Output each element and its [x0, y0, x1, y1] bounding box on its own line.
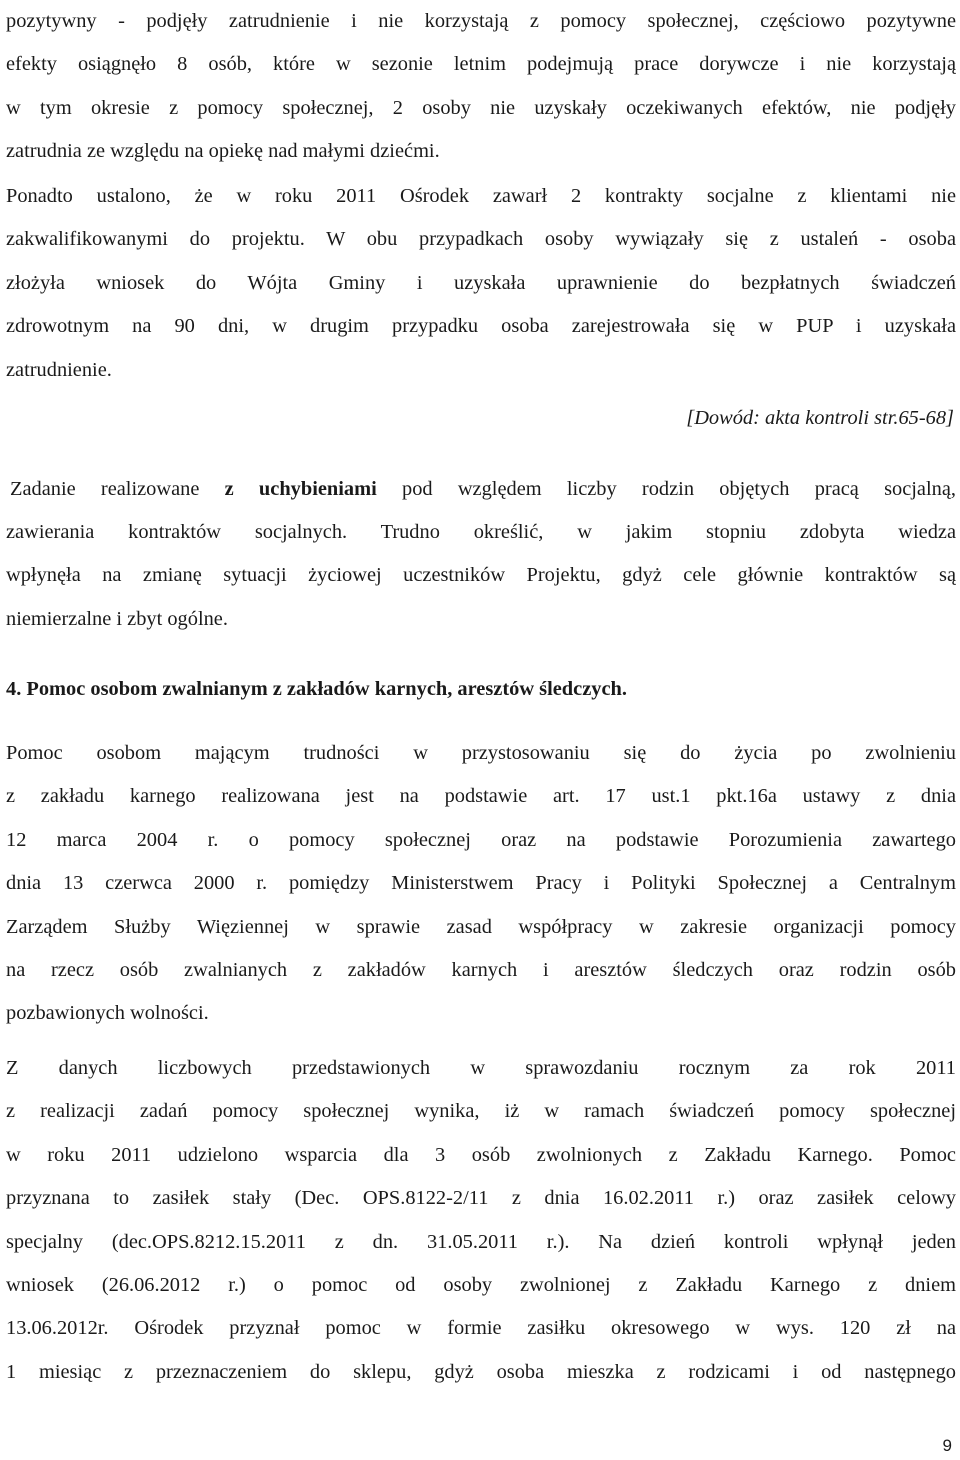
- page-number: 9: [942, 1436, 952, 1455]
- section-heading: 4. Pomoc osobom zwalnianym z zakładów karnych, aresztów śledczych.: [6, 678, 627, 700]
- paragraph-assessment: [10, 468, 956, 511]
- paragraph-social-contracts: [6, 175, 956, 392]
- text-segment: Zadanie realizowane: [10, 478, 225, 500]
- text-line: dnia 13 czerwca 2000 r. pomiędzy Ministerstwem Pracy i Polityki Społecznej a Centralnym: [6, 872, 956, 895]
- text-line: 12 marca 2004 r. o pomocy społecznej oraz na podstawie Porozumienia zawartego: [6, 828, 956, 851]
- text-line: pozbawionych wolności.: [6, 1002, 209, 1025]
- text-line: [10, 468, 956, 511]
- evidence-reference: [Dowód: akta kontroli str.65-68]: [686, 407, 954, 429]
- text-line: Ponadto ustalono, że w roku 2011 Ośrodek zawarł 2 kontrakty socjalne z klientami nie: [6, 185, 956, 207]
- text-line: w roku 2011 udzielono wsparcia dla 3 osób zwolnionych z Zakładu Karnego. Pomoc: [6, 1143, 956, 1166]
- text-line: 1 miesiąc z przeznaczeniem do sklepu, gdyż osoba mieszka z rodzicami i od następnego: [6, 1360, 956, 1383]
- text-line: zakwalifikowanymi do projektu. W obu przypadkach osoby wywiązały się z ustaleń - osoba: [6, 228, 956, 251]
- text-line: wpłynęła na zmianę sytuacji życiowej uczestników Projektu, gdyż cele głównie kontraktów są: [6, 564, 956, 587]
- paragraph-outcomes: [6, 0, 956, 174]
- paragraph-statistics: [6, 1047, 956, 1394]
- text-line: z zakładu karnego realizowana jest na podstawie art. 17 ust.1 pkt.16a ustawy z dnia: [6, 785, 956, 808]
- text-line: przyznana to zasiłek stały (Dec. OPS.8122-2/11 z dnia 16.02.2011 r.) oraz zasiłek celowy: [6, 1187, 956, 1210]
- text-line: w tym okresie z pomocy społecznej, 2 osoby nie uzyskały oczekiwanych efektów, nie podjęły: [6, 96, 956, 119]
- text-segment: pod względem liczby rodzin objętych pracą socjalną,: [376, 478, 956, 500]
- text-line: wniosek (26.06.2012 r.) o pomoc od osoby zwolnionej z Zakładu Karnego z dniem: [6, 1274, 956, 1297]
- text-line: zatrudnia ze względu na opiekę nad małymi dziećmi.: [6, 140, 440, 163]
- text-line: Z danych liczbowych przedstawionych w sprawozdaniu rocznym za rok 2011: [6, 1057, 956, 1079]
- text-line: efekty osiągnęło 8 osób, które w sezonie letnim podejmują prace dorywcze i nie korzystają: [6, 53, 956, 76]
- text-line: zdrowotnym na 90 dni, w drugim przypadku osoba zarejestrowała się w PUP i uzyskała: [6, 315, 956, 338]
- text-line: Zarządem Służby Więziennej w sprawie zasad współpracy w zakresie organizacji pomocy: [6, 915, 956, 938]
- text-line: złożyła wniosek do Wójta Gminy i uzyskała uprawnienie do bezpłatnych świadczeń: [6, 271, 956, 294]
- text-line: Pomoc osobom mającym trudności w przystosowaniu się do życia po zwolnieniu: [6, 742, 956, 764]
- emphasis-finding: z uchybieniami: [224, 478, 377, 500]
- paragraph-legal-basis: [6, 732, 956, 1036]
- text-line: specjalny (dec.OPS.8212.15.2011 z dn. 31.05.2011 r.). Na dzień kontroli wpłynął jeden: [6, 1230, 956, 1253]
- paragraph-assessment-cont: [6, 511, 956, 641]
- text-line: z realizacji zadań pomocy społecznej wynika, iż w ramach świadczeń pomocy społecznej: [6, 1100, 956, 1123]
- text-line: zatrudnienie.: [6, 358, 112, 381]
- text-line: pozytywny - podjęły zatrudnienie i nie korzystają z pomocy społecznej, częściowo pozytywne: [6, 10, 956, 32]
- text-line: 13.06.2012r. Ośrodek przyznał pomoc w formie zasiłku okresowego w wys. 120 zł na: [6, 1317, 956, 1340]
- text-line: niemierzalne i zbyt ogólne.: [6, 607, 228, 630]
- text-line: zawierania kontraktów socjalnych. Trudno określić, w jakim stopniu zdobyta wiedza: [6, 521, 956, 543]
- text-line: na rzecz osób zwalnianych z zakładów karnych i aresztów śledczych oraz rodzin osób: [6, 959, 956, 982]
